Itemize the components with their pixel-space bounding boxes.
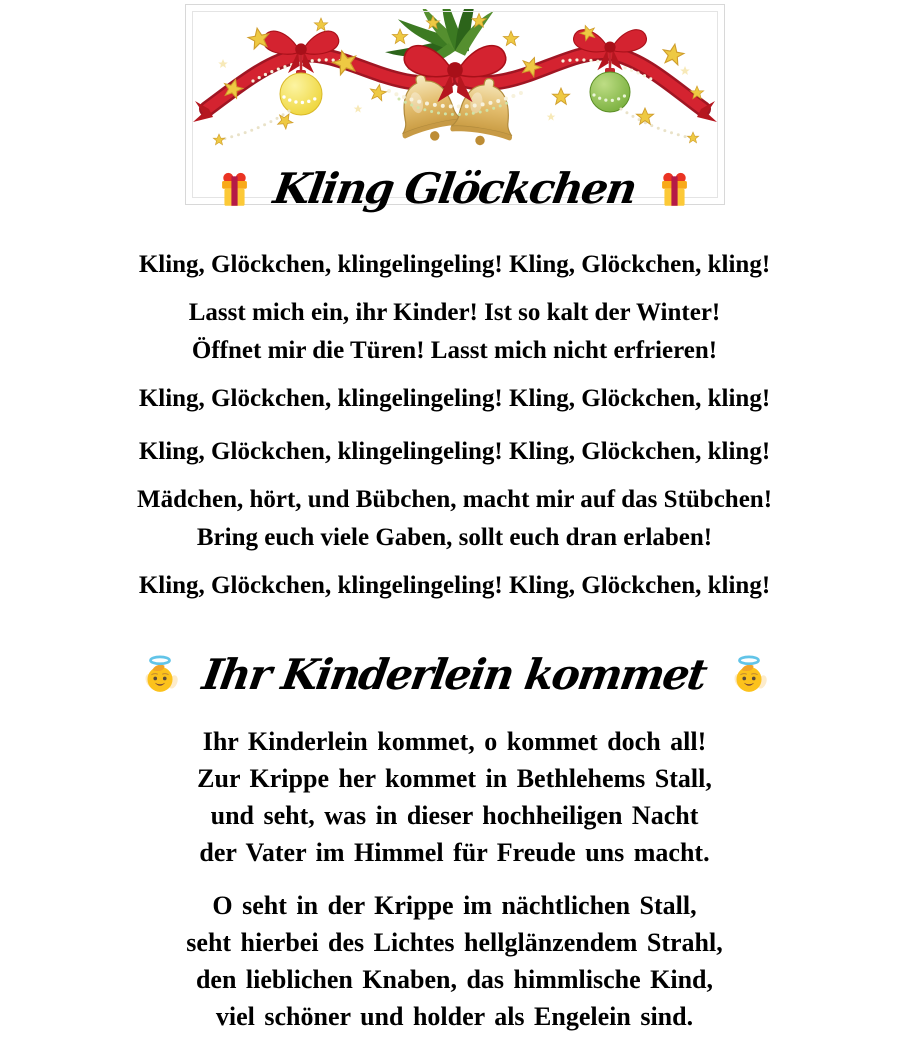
lyric-line: Mädchen, hört, und Bübchen, macht mir auf das Stübchen! bbox=[136, 486, 773, 513]
baby-angel-icon bbox=[141, 653, 179, 697]
document-page bbox=[0, 4, 909, 1054]
lyric-line: Öffnet mir die Türen! Lasst mich nicht erfrieren! bbox=[191, 337, 718, 364]
lyric-line: und seht, was in dieser hochheiligen Nacht bbox=[210, 801, 699, 830]
lyric-line: Bring euch viele Gaben, sollt euch dran erlaben! bbox=[196, 524, 713, 551]
song2-title-text: Ihr Kinderlein kommet bbox=[199, 650, 710, 699]
song2-lyrics bbox=[0, 723, 909, 1035]
lyric-line: Kling, Glöckchen, klingelingeling! Kling, Glöckchen, kling! bbox=[138, 438, 771, 465]
gift-icon bbox=[219, 171, 250, 208]
christmas-bells-banner-image bbox=[193, 9, 717, 151]
song2-title bbox=[0, 645, 909, 705]
lyric-line: viel schöner und holder als Engelein sind. bbox=[215, 1002, 694, 1031]
lyric-line: O seht in der Krippe im nächtlichen Stall, bbox=[212, 891, 697, 920]
song1-title bbox=[0, 159, 909, 219]
baby-angel-icon bbox=[730, 653, 768, 697]
lyric-line: seht hierbei des Lichtes hellglänzendem Strahl, bbox=[186, 928, 723, 957]
lyric-line: Lasst mich ein, ihr Kinder! Ist so kalt der Winter! bbox=[188, 299, 721, 326]
lyric-line: Zur Krippe her kommet in Bethlehems Stall, bbox=[197, 764, 712, 793]
lyric-line: den lieblichen Knaben, das himmlische Kind, bbox=[195, 965, 714, 994]
lyric-line: Kling, Glöckchen, klingelingeling! Kling, Glöckchen, kling! bbox=[138, 385, 771, 412]
song1-title-text: Kling Glöckchen bbox=[270, 164, 639, 213]
lyric-line: Ihr Kinderlein kommet, o kommet doch all! bbox=[202, 727, 707, 756]
song1-lyrics bbox=[0, 246, 909, 605]
gift-icon bbox=[659, 171, 690, 208]
lyric-line: Kling, Glöckchen, klingelingeling! Kling, Glöckchen, kling! bbox=[138, 251, 771, 278]
lyric-line: Kling, Glöckchen, klingelingeling! Kling, Glöckchen, kling! bbox=[138, 572, 771, 599]
lyric-line: der Vater im Himmel für Freude uns macht. bbox=[199, 838, 710, 867]
